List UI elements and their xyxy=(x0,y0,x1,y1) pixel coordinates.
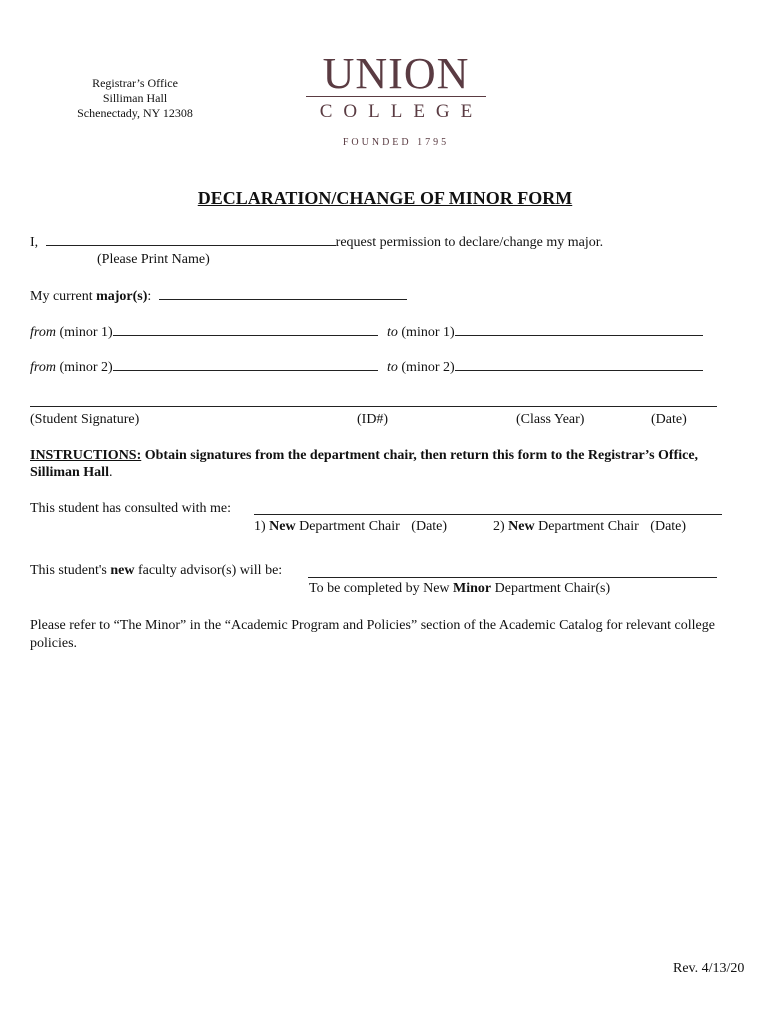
consulted-label: This student has consulted with me: xyxy=(30,501,232,516)
revision-label: Rev. 4/13/20 xyxy=(673,961,745,976)
signature-line[interactable] xyxy=(30,406,717,407)
to-label: to xyxy=(387,360,398,375)
chair2-prefix: 2) xyxy=(493,519,509,534)
advisor-caption-bold: Minor xyxy=(453,581,492,596)
instructions-text: Obtain signatures from the department chair, then return this form to the Registrar’s Office, xyxy=(141,448,699,463)
advisor-new: new xyxy=(110,563,135,578)
minor2-from-field[interactable] xyxy=(113,358,378,371)
instructions-line2 xyxy=(30,465,112,481)
class-year-label: (Class Year) xyxy=(516,412,585,427)
current-major-field[interactable] xyxy=(159,287,407,300)
minor2-label: (minor 2) xyxy=(401,360,455,375)
advisor-caption-suffix: Department Chair(s) xyxy=(491,581,611,596)
registrar-address xyxy=(60,76,210,121)
minor1-from-row xyxy=(30,323,378,341)
address-line-1: Registrar’s Office xyxy=(92,76,178,90)
instructions-text-2: Silliman Hall xyxy=(30,465,109,480)
current-major-row xyxy=(30,287,407,305)
request-text: request permission to declare/change my major. xyxy=(335,235,604,250)
student-signature-label: (Student Signature) xyxy=(30,412,140,427)
advisor-caption xyxy=(309,581,610,597)
chair2-text: Department Chair xyxy=(534,519,639,534)
consulted-signature-line[interactable] xyxy=(254,514,722,515)
logo-founded-text: FOUNDED 1795 xyxy=(342,137,450,148)
to-label: to xyxy=(387,325,398,340)
current-major-bold: major(s) xyxy=(96,289,148,304)
from-label: from xyxy=(30,325,56,340)
i-prefix: I, xyxy=(30,235,39,250)
chair2-date: (Date) xyxy=(650,519,687,534)
minor1-to-field[interactable] xyxy=(455,323,703,336)
chair1-text: Department Chair xyxy=(295,519,400,534)
minor2-label: (minor 2) xyxy=(59,360,113,375)
refer-text: Please refer to “The Minor” in the “Academic Program and Policies” section of the Academic Catalog for relevant college policies. xyxy=(30,618,715,651)
address-line-2: Silliman Hall xyxy=(102,91,168,105)
form-title: DECLARATION/CHANGE OF MINOR FORM xyxy=(197,188,573,208)
chair1-new: New xyxy=(269,519,296,534)
union-college-logo xyxy=(300,49,492,148)
instructions-line1 xyxy=(30,448,698,464)
name-row xyxy=(30,233,603,251)
chair2-new: New xyxy=(508,519,535,534)
minor1-to-row xyxy=(387,323,703,341)
current-major-prefix: My current xyxy=(30,289,97,304)
minor1-label: (minor 1) xyxy=(401,325,455,340)
minor2-to-row xyxy=(387,358,703,376)
instructions-end: . xyxy=(108,465,113,480)
chair1-prefix: 1) xyxy=(254,519,270,534)
chair1-date: (Date) xyxy=(411,519,448,534)
minor2-to-field[interactable] xyxy=(455,358,703,371)
advisor-line[interactable] xyxy=(308,577,717,578)
signature-date-label: (Date) xyxy=(651,412,687,427)
advisor-caption-prefix: To be completed by New xyxy=(309,581,454,596)
chair1-caption xyxy=(254,519,447,535)
advisor-label xyxy=(30,563,282,579)
minor1-label: (minor 1) xyxy=(59,325,113,340)
advisor-suffix: faculty advisor(s) will be: xyxy=(134,563,283,578)
instructions-heading: INSTRUCTIONS: xyxy=(30,448,142,463)
address-line-3: Schenectady, NY 12308 xyxy=(77,106,193,120)
minor2-from-row xyxy=(30,358,378,376)
id-label: (ID#) xyxy=(357,412,389,427)
logo-college-text: COLLEGE xyxy=(319,101,484,122)
logo-union-text: UNION xyxy=(322,49,470,98)
advisor-prefix: This student's xyxy=(30,563,111,578)
from-label: from xyxy=(30,360,56,375)
chair2-caption xyxy=(493,519,686,535)
current-major-suffix: : xyxy=(147,289,152,304)
minor1-from-field[interactable] xyxy=(113,323,378,336)
student-name-field[interactable] xyxy=(46,233,336,246)
print-name-caption: (Please Print Name) xyxy=(97,252,210,267)
